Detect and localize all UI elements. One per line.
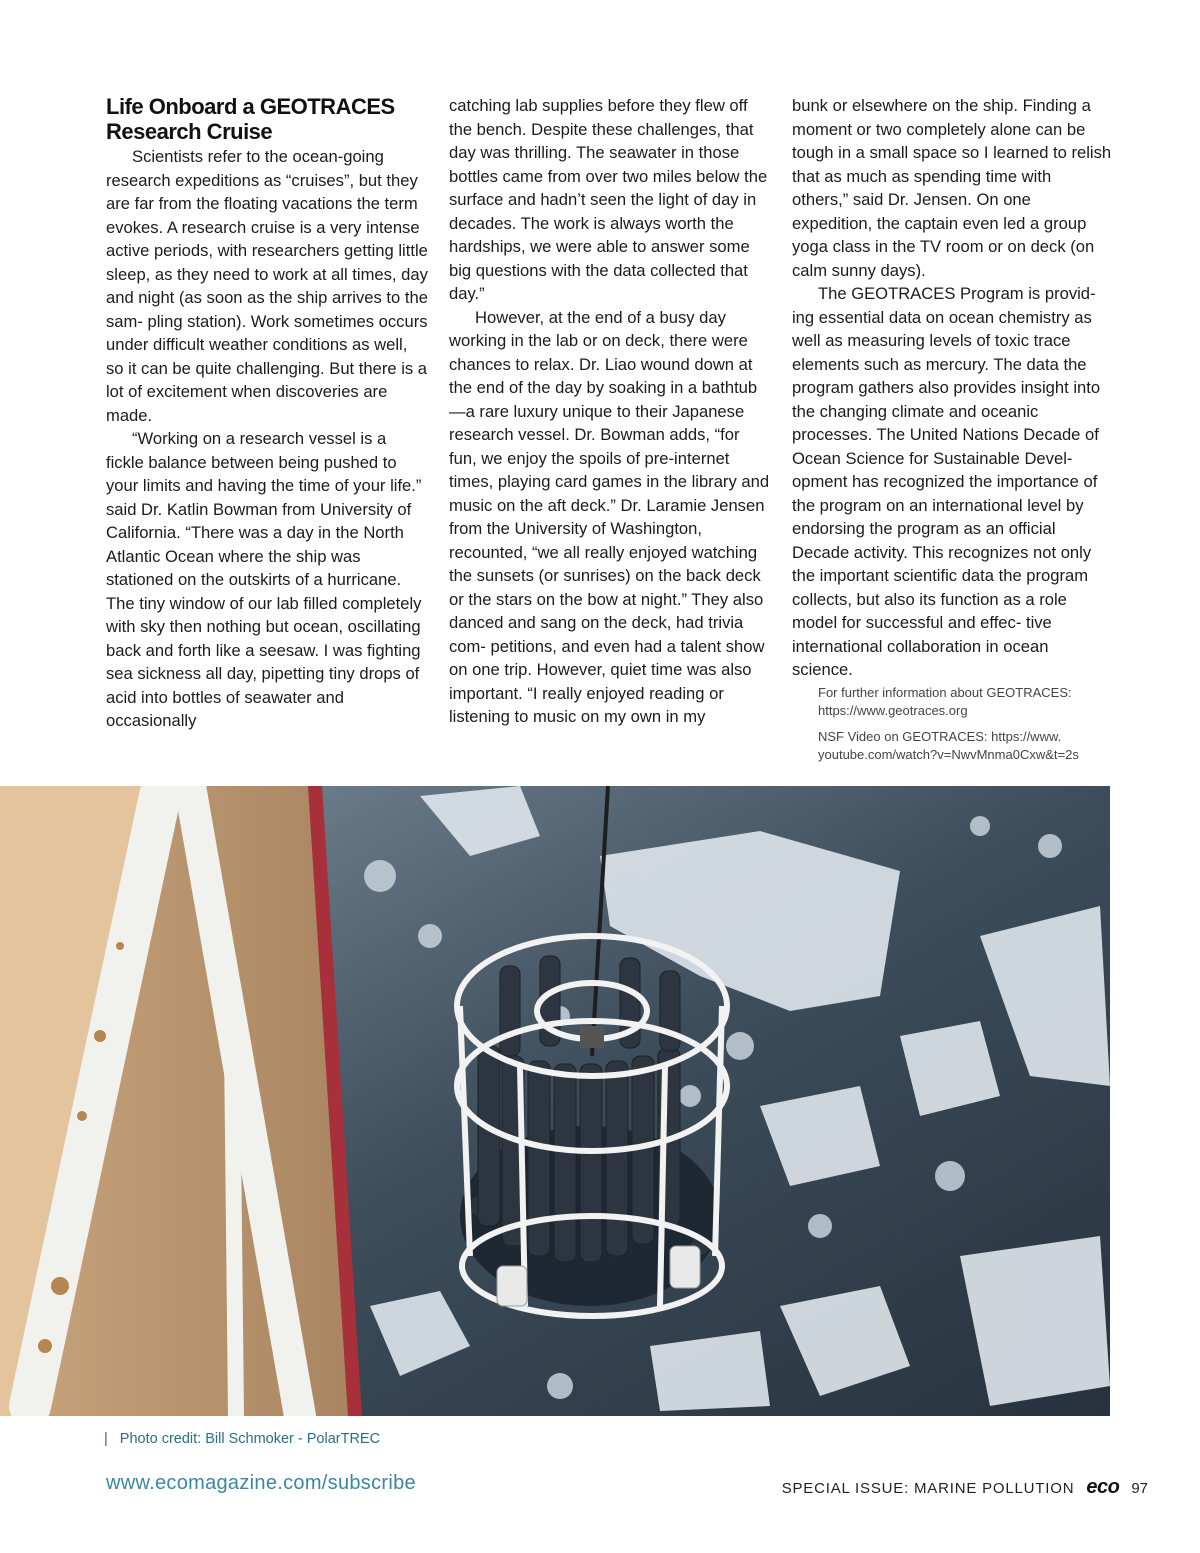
- further-info: [792, 684, 1112, 764]
- column-3: [792, 94, 1112, 774]
- page-number: 97: [1131, 1480, 1148, 1497]
- eco-logo: eco: [1086, 1476, 1120, 1498]
- photo-credit-text: Photo credit: Bill Schmoker - PolarTREC: [119, 1431, 381, 1447]
- paragraph: “Working on a research vessel is a fickle balance between being pushed to your limits and having the time of your life.” said Dr. Katlin Bowman from University of California. “There was a day in the North Atlantic Ocean where the ship was stationed on the outskirts of a hurricane. The tiny window of our lab filled completely with sky then nothing but ocean, oscillating back and forth like a seesaw. I was fighting sea sickness all day, pipetting tiny drops of acid into bottles of seawater and occasionally: [106, 429, 422, 730]
- subscribe-link[interactable]: www.ecomagazine.com/subscribe: [106, 1472, 416, 1494]
- article-body: [106, 94, 1112, 774]
- article-title: Life Onboard a GEOTRACES Research Cruise: [106, 94, 395, 144]
- column-2: [449, 94, 771, 774]
- info-video-link[interactable]: NSF Video on GEOTRACES: https://www. youtube.com/watch?v=NwvMnma0Cxw&t=2s: [818, 728, 1079, 762]
- paragraph: bunk or elsewhere on the ship. Finding a moment or two completely alone can be tough in a small space so I learned to relish that as much as spending time with others,” said Dr. Jensen. On one expedition, the captain even led a group yoga class in the TV room or on deck (on calm sunny days).: [792, 96, 1112, 280]
- paragraph: However, at the end of a busy day working in the lab or on deck, there were chances to relax. Dr. Liao wound down at the end of the day by soaking in a bathtub—a rare luxury unique to their Japanese research vessel. Dr. Bowman adds, “for fun, we enjoy the spoils of pre-internet times, playing card games in the library and music on the aft deck.” Dr. Laramie Jensen from the University of Washington, recounted, “we all really enjoyed watching the sunsets (or sunrises) on the back deck or the stars on the bow at night.” They also danced and sang on the deck, had trivia com- petitions, and even had a talent show on one trip. However, quiet time was also important. “I really enjoyed reading or listening to music on my own in my: [449, 307, 770, 726]
- column-1: [106, 94, 428, 774]
- credit-divider: |: [104, 1431, 108, 1447]
- issue-label: SPECIAL ISSUE: MARINE POLLUTION: [781, 1480, 1075, 1497]
- footer-issue: [782, 1476, 1148, 1499]
- paragraph: Scientists refer to the ocean-going research expeditions as “cruises”, but they are far from the floating vacations the term evokes. A research cruise is a very intense active periods, with researchers getting little sleep, as they need to work at all times, day and night (as soon as the ship arrives to the sam- pling station). Work sometimes occurs under difficult weather conditions as well, so it can be quite challenging. But there is a lot of excitement when discoveries are made.: [106, 147, 428, 425]
- paragraph: catching lab supplies before they flew off the bench. Despite these challenges, that day was thrilling. The seawater in those bottles came from over two miles below the surface and hadn’t seen the light of day in decades. The work is always worth the hardships, we were able to answer some big questions with the data collected that day.”: [449, 96, 768, 303]
- photo-credit: [104, 1431, 380, 1447]
- ctd-rosette-photo: [0, 786, 1110, 1416]
- info-geotraces-link[interactable]: For further information about GEOTRACES: https://www.geotraces.org: [818, 684, 1072, 718]
- paragraph: The GEOTRACES Program is provid- ing essential data on ocean chemistry as well as measuring levels of toxic trace elements such as mercury. The data the program gathers also provides insight into the changing climate and oceanic processes. The United Nations Decade of Ocean Science for Sustainable Devel- opment has recognized the importance of the program on an international level by endorsing the program as an official Decade activity. This recognizes not only the important scientific data the program collects, but also its function as a role model for successful and effec- tive international collaboration in ocean science.: [792, 284, 1101, 679]
